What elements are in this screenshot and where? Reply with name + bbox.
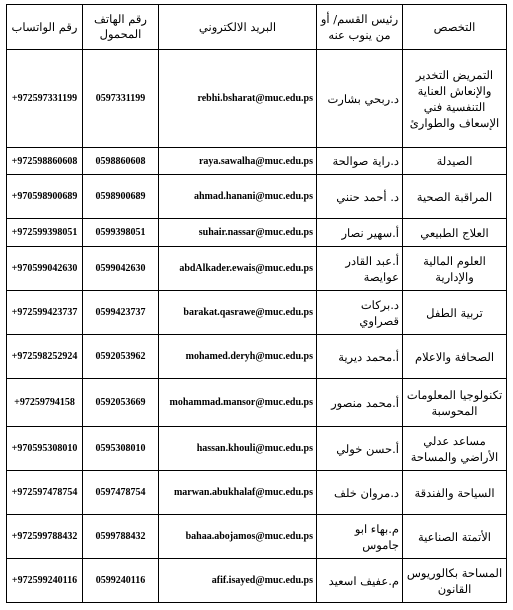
whatsapp-number: +970595308010 [7, 427, 83, 471]
mobile-number: 0597478754 [83, 471, 159, 515]
department-head: د.راية صوالحة [317, 148, 403, 175]
table-row [7, 559, 507, 603]
email-address: bahaa.abojamos@muc.edu.ps [159, 515, 317, 559]
specialty-name: العلاج الطبيعي [403, 219, 507, 247]
table-row [7, 50, 507, 148]
whatsapp-number: +972597331199 [7, 50, 83, 148]
specialty-name: الأتمتة الصناعية [403, 515, 507, 559]
specialty-name: التمريض التخدير والإنعاش العناية التنفسية فني الإسعاف والطوارئ [403, 50, 507, 148]
header-department-head: رئيس القسم/ أو من ينوب عنه [317, 5, 403, 50]
mobile-number: 0599240116 [83, 559, 159, 603]
specialty-name: تربية الطفل [403, 291, 507, 335]
department-head: أ.عبد القادر عوايصة [317, 247, 403, 291]
email-address: barakat.qasrawe@muc.edu.ps [159, 291, 317, 335]
email-address: afif.isayed@muc.edu.ps [159, 559, 317, 603]
whatsapp-number: +97259794158 [7, 379, 83, 427]
whatsapp-number: +970599042630 [7, 247, 83, 291]
whatsapp-number: +972598252924 [7, 335, 83, 379]
department-head: د.بركات قصراوي [317, 291, 403, 335]
contacts-table [6, 4, 507, 603]
header-phone: رقم الهاتف المحمول [83, 5, 159, 50]
mobile-number: 0599398051 [83, 219, 159, 247]
mobile-number: 0599423737 [83, 291, 159, 335]
email-address: rebhi.bsharat@muc.edu.ps [159, 50, 317, 148]
table-row [7, 335, 507, 379]
specialty-name: العلوم المالية والإدارية [403, 247, 507, 291]
department-head: م.بهاء ابو جاموس [317, 515, 403, 559]
email-address: abdAlkader.ewais@muc.edu.ps [159, 247, 317, 291]
mobile-number: 0597331199 [83, 50, 159, 148]
department-head: أ.سهير نصار [317, 219, 403, 247]
email-address: mohamed.deryh@muc.edu.ps [159, 335, 317, 379]
mobile-number: 0592053669 [83, 379, 159, 427]
table-row [7, 379, 507, 427]
email-address: suhair.nassar@muc.edu.ps [159, 219, 317, 247]
mobile-number: 0599042630 [83, 247, 159, 291]
email-address: mohammad.mansor@muc.edu.ps [159, 379, 317, 427]
table-row [7, 471, 507, 515]
whatsapp-number: +972597478754 [7, 471, 83, 515]
specialty-name: تكنولوجيا المعلومات المحوسبة [403, 379, 507, 427]
mobile-number: 0595308010 [83, 427, 159, 471]
email-address: marwan.abukhalaf@muc.edu.ps [159, 471, 317, 515]
header-email: البريد الالكتروني [159, 5, 317, 50]
table-row [7, 148, 507, 175]
mobile-number: 0598900689 [83, 175, 159, 219]
header-row [7, 5, 507, 50]
specialty-name: مساعد عدلي الأراضي والمساحة [403, 427, 507, 471]
header-specialty: التخصص [403, 5, 507, 50]
mobile-number: 0598860608 [83, 148, 159, 175]
specialty-name: المراقبة الصحية [403, 175, 507, 219]
department-head: أ.محمد ديرية [317, 335, 403, 379]
whatsapp-number: +972599240116 [7, 559, 83, 603]
whatsapp-number: +972599788432 [7, 515, 83, 559]
email-address: hassan.khouli@muc.edu.ps [159, 427, 317, 471]
department-head: م.عفيف اسعيد [317, 559, 403, 603]
header-whatsapp: رقم الواتساب [7, 5, 83, 50]
email-address: raya.sawalha@muc.edu.ps [159, 148, 317, 175]
mobile-number: 0592053962 [83, 335, 159, 379]
whatsapp-number: +972599398051 [7, 219, 83, 247]
table-row [7, 247, 507, 291]
department-head: د.ربحي بشارت [317, 50, 403, 148]
department-head: د.مروان خلف [317, 471, 403, 515]
specialty-name: المساحة بكالوريوس القانون [403, 559, 507, 603]
table-row [7, 515, 507, 559]
table-body [7, 50, 507, 603]
whatsapp-number: +972599423737 [7, 291, 83, 335]
mobile-number: 0599788432 [83, 515, 159, 559]
whatsapp-number: +972598860608 [7, 148, 83, 175]
email-address: ahmad.hanani@muc.edu.ps [159, 175, 317, 219]
table-row [7, 175, 507, 219]
department-head: أ.محمد منصور [317, 379, 403, 427]
table-row [7, 219, 507, 247]
table-row [7, 427, 507, 471]
specialty-name: السياحة والفندقة [403, 471, 507, 515]
whatsapp-number: +970598900689 [7, 175, 83, 219]
department-head: أ.حسن خولي [317, 427, 403, 471]
specialty-name: الصحافة والاعلام [403, 335, 507, 379]
table-row [7, 291, 507, 335]
specialty-name: الصيدلة [403, 148, 507, 175]
department-head: د. أحمد حنني [317, 175, 403, 219]
